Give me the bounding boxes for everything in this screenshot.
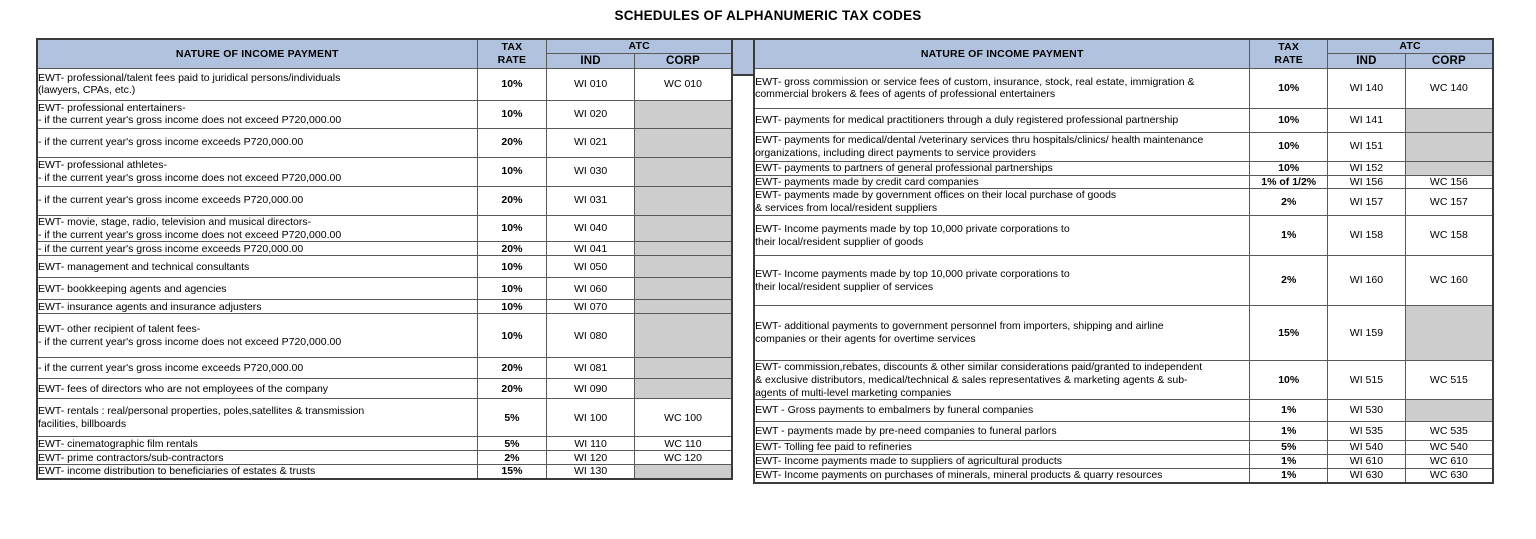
cell-atc-corp: WC 540 bbox=[1405, 441, 1493, 455]
nature-text-line: EWT- Income payments made to suppliers of agricultural products bbox=[755, 455, 1063, 468]
nature-text-line: - if the current year's gross income exceeds P720,000.00 bbox=[38, 242, 304, 255]
cell-tax-rate: 20% bbox=[477, 128, 547, 157]
cell-nature-of-income-payment bbox=[37, 278, 477, 300]
cell-nature-of-income-payment bbox=[37, 242, 477, 256]
cell-tax-rate: 5% bbox=[477, 437, 547, 451]
cell-nature-of-income-payment bbox=[754, 441, 1250, 455]
nature-text-line: EWT- fees of directors who are not employees of the company bbox=[38, 382, 329, 395]
cell-atc-ind: WI 151 bbox=[1328, 132, 1406, 161]
cell-nature-of-income-payment bbox=[37, 437, 477, 451]
cell-atc-corp-shaded bbox=[634, 300, 732, 314]
cell-atc-ind: WI 160 bbox=[1328, 256, 1406, 306]
table-row bbox=[37, 278, 732, 300]
left-table-head bbox=[37, 39, 732, 68]
schedules-tables-container bbox=[36, 38, 1494, 484]
cell-tax-rate: 1% of 1/2% bbox=[1250, 175, 1328, 189]
nature-text-line: EWT- payments made by government offices on their local purchase of goods bbox=[755, 189, 1117, 202]
nature-text-line: EWT- income distribution to beneficiaries of estates & trusts bbox=[38, 465, 316, 478]
nature-text-line: EWT- Income payments made by top 10,000 private corporations to bbox=[755, 222, 1070, 235]
cell-atc-corp: WC 010 bbox=[634, 68, 732, 100]
cell-nature-of-income-payment bbox=[754, 455, 1250, 469]
cell-nature-of-income-payment bbox=[37, 157, 477, 186]
left-header-row-1 bbox=[37, 39, 732, 53]
cell-atc-corp-shaded bbox=[634, 278, 732, 300]
cell-nature-of-income-payment bbox=[37, 451, 477, 465]
cell-atc-ind: WI 156 bbox=[1328, 175, 1406, 189]
cell-atc-corp-shaded bbox=[634, 128, 732, 157]
nature-text-line: organizations, including direct payments to service providers bbox=[755, 146, 1036, 159]
table-row bbox=[754, 108, 1493, 132]
table-row bbox=[754, 361, 1493, 400]
tax-rate-line-1: TAX bbox=[501, 41, 523, 54]
nature-text-line: & exclusive distributors, medical/technical & sales representatives & marketing agents & sub- bbox=[755, 373, 1188, 386]
cell-atc-corp: WC 630 bbox=[1405, 469, 1493, 483]
nature-text-line: EWT- professional entertainers- bbox=[38, 101, 186, 114]
cell-atc-corp: WC 120 bbox=[634, 451, 732, 465]
cell-nature-of-income-payment bbox=[37, 379, 477, 399]
right-col-header-ind: IND bbox=[1328, 53, 1406, 68]
nature-text-line: (lawyers, CPAs, etc.) bbox=[38, 84, 136, 97]
table-row bbox=[37, 242, 732, 256]
cell-tax-rate: 10% bbox=[477, 215, 547, 242]
cell-atc-corp-shaded bbox=[634, 465, 732, 479]
table-row bbox=[37, 215, 732, 242]
table-row bbox=[754, 175, 1493, 189]
cell-tax-rate: 10% bbox=[1250, 108, 1328, 132]
nature-text-line: EWT - Gross payments to embalmers by funeral companies bbox=[755, 404, 1034, 417]
cell-tax-rate: 10% bbox=[1250, 132, 1328, 161]
right-header-row-1 bbox=[754, 39, 1493, 53]
cell-atc-corp: WC 158 bbox=[1405, 216, 1493, 256]
cell-atc-ind: WI 535 bbox=[1328, 422, 1406, 441]
nature-text-line: - if the current year's gross income exceeds P720,000.00 bbox=[38, 362, 304, 374]
cell-atc-ind: WI 158 bbox=[1328, 216, 1406, 256]
cell-atc-ind: WI 030 bbox=[547, 157, 635, 186]
cell-atc-corp-shaded bbox=[634, 256, 732, 278]
tax-rate-line-2: RATE bbox=[497, 53, 527, 66]
cell-tax-rate: 10% bbox=[477, 157, 547, 186]
nature-text-line: EWT- payments to partners of general professional partnerships bbox=[755, 161, 1053, 174]
cell-atc-corp-shaded bbox=[634, 242, 732, 256]
nature-text-line: EWT- gross commission or service fees of custom, insurance, stock, real estate, immigration & bbox=[755, 75, 1195, 88]
cell-nature-of-income-payment bbox=[37, 100, 477, 128]
nature-text-line: EWT- management and technical consultants bbox=[38, 260, 250, 273]
cell-atc-corp-shaded bbox=[1405, 306, 1493, 361]
cell-tax-rate: 2% bbox=[1250, 189, 1328, 216]
table-row bbox=[37, 465, 732, 479]
page-title: SCHEDULES OF ALPHANUMERIC TAX CODES bbox=[614, 8, 922, 23]
table-row bbox=[37, 256, 732, 278]
cell-atc-corp-shaded bbox=[1405, 108, 1493, 132]
table-row bbox=[754, 441, 1493, 455]
nature-text-line: EWT- rentals : real/personal properties, poles,satellites & transmission bbox=[38, 405, 365, 418]
nature-text-line: EWT- payments made by credit card companies bbox=[755, 175, 979, 188]
table-row bbox=[754, 216, 1493, 256]
cell-nature-of-income-payment bbox=[754, 361, 1250, 400]
tax-rate-line-1: TAX bbox=[1278, 41, 1300, 54]
cell-atc-corp-shaded bbox=[1405, 400, 1493, 422]
cell-tax-rate: 1% bbox=[1250, 216, 1328, 256]
cell-atc-corp: WC 100 bbox=[634, 399, 732, 437]
tables-gap-spacer bbox=[733, 38, 753, 484]
table-row bbox=[754, 189, 1493, 216]
cell-atc-ind: WI 141 bbox=[1328, 108, 1406, 132]
nature-text-line: - if the current year's gross income does not exceed P720,000.00 bbox=[38, 114, 342, 127]
nature-text-line: - if the current year's gross income does not exceed P720,000.00 bbox=[38, 335, 342, 348]
cell-atc-ind: WI 040 bbox=[547, 215, 635, 242]
cell-atc-corp-shaded bbox=[1405, 161, 1493, 175]
cell-atc-corp-shaded bbox=[1405, 132, 1493, 161]
cell-tax-rate: 1% bbox=[1250, 400, 1328, 422]
table-row bbox=[754, 68, 1493, 108]
left-col-header-corp: CORP bbox=[634, 53, 732, 68]
right-table-head bbox=[754, 39, 1493, 68]
cell-nature-of-income-payment bbox=[754, 306, 1250, 361]
left-col-header-atc: ATC bbox=[547, 39, 732, 53]
cell-nature-of-income-payment bbox=[754, 400, 1250, 422]
table-row bbox=[37, 157, 732, 186]
left-col-header-tax-rate bbox=[477, 39, 547, 68]
cell-atc-corp: WC 156 bbox=[1405, 175, 1493, 189]
nature-text-line: - if the current year's gross income exceeds P720,000.00 bbox=[38, 136, 304, 149]
nature-text-line: their local/resident supplier of goods bbox=[755, 235, 924, 248]
cell-atc-ind: WI 090 bbox=[547, 379, 635, 399]
cell-nature-of-income-payment bbox=[754, 132, 1250, 161]
cell-nature-of-income-payment bbox=[37, 68, 477, 100]
cell-nature-of-income-payment bbox=[754, 108, 1250, 132]
left-col-header-nature: NATURE OF INCOME PAYMENT bbox=[37, 39, 477, 68]
nature-text-line: EWT- professional/talent fees paid to juridical persons/individuals bbox=[38, 71, 341, 84]
table-row bbox=[37, 186, 732, 215]
cell-atc-corp: WC 535 bbox=[1405, 422, 1493, 441]
cell-tax-rate: 1% bbox=[1250, 469, 1328, 483]
cell-atc-ind: WI 157 bbox=[1328, 189, 1406, 216]
nature-text-line: - if the current year's gross income does not exceed P720,000.00 bbox=[38, 228, 342, 241]
nature-text-line: agents of multi-level marketing companies bbox=[755, 386, 952, 399]
cell-atc-ind: WI 080 bbox=[547, 314, 635, 358]
cell-atc-corp: WC 140 bbox=[1405, 68, 1493, 108]
cell-atc-corp-shaded bbox=[634, 100, 732, 128]
cell-nature-of-income-payment bbox=[754, 422, 1250, 441]
cell-tax-rate: 10% bbox=[1250, 361, 1328, 400]
cell-atc-corp-shaded bbox=[634, 358, 732, 379]
cell-tax-rate: 20% bbox=[477, 379, 547, 399]
nature-text-line: EWT- movie, stage, radio, television and musical directors- bbox=[38, 215, 312, 228]
table-row bbox=[37, 314, 732, 358]
cell-nature-of-income-payment bbox=[754, 469, 1250, 483]
cell-nature-of-income-payment bbox=[754, 175, 1250, 189]
nature-text-line: commercial brokers & fees of agents of professional entertainers bbox=[755, 88, 1056, 101]
cell-atc-ind: WI 021 bbox=[547, 128, 635, 157]
nature-text-line: their local/resident supplier of services bbox=[755, 280, 934, 293]
cell-atc-ind: WI 031 bbox=[547, 186, 635, 215]
table-row bbox=[754, 306, 1493, 361]
nature-text-line: EWT- cinematographic film rentals bbox=[38, 437, 198, 450]
nature-text-line: EWT- Income payments on purchases of minerals, mineral products & quarry resources bbox=[755, 469, 1163, 482]
cell-atc-ind: WI 530 bbox=[1328, 400, 1406, 422]
cell-tax-rate: 1% bbox=[1250, 455, 1328, 469]
cell-nature-of-income-payment bbox=[37, 256, 477, 278]
cell-tax-rate: 20% bbox=[477, 186, 547, 215]
table-row bbox=[754, 256, 1493, 306]
cell-atc-ind: WI 060 bbox=[547, 278, 635, 300]
cell-atc-corp-shaded bbox=[634, 215, 732, 242]
table-row bbox=[37, 399, 732, 437]
table-row bbox=[754, 469, 1493, 483]
cell-atc-corp: WC 515 bbox=[1405, 361, 1493, 400]
cell-tax-rate: 10% bbox=[477, 68, 547, 100]
nature-text-line: EWT- insurance agents and insurance adjusters bbox=[38, 300, 262, 313]
table-row bbox=[754, 132, 1493, 161]
right-col-header-atc: ATC bbox=[1328, 39, 1493, 53]
nature-text-line: - if the current year's gross income does not exceed P720,000.00 bbox=[38, 171, 342, 184]
cell-atc-corp: WC 160 bbox=[1405, 256, 1493, 306]
cell-atc-ind: WI 610 bbox=[1328, 455, 1406, 469]
cell-nature-of-income-payment bbox=[37, 215, 477, 242]
cell-atc-corp: WC 157 bbox=[1405, 189, 1493, 216]
cell-nature-of-income-payment bbox=[37, 314, 477, 358]
cell-nature-of-income-payment bbox=[37, 128, 477, 157]
cell-atc-ind: WI 159 bbox=[1328, 306, 1406, 361]
cell-tax-rate: 10% bbox=[1250, 161, 1328, 175]
tables-gap-header-fill bbox=[733, 38, 753, 76]
nature-text-line: EWT- commission,rebates, discounts & other similar considerations paid/granted to independent bbox=[755, 361, 1203, 373]
left-table-body bbox=[37, 68, 732, 479]
cell-tax-rate: 5% bbox=[1250, 441, 1328, 455]
nature-text-line: & services from local/resident suppliers bbox=[755, 202, 938, 215]
cell-tax-rate: 2% bbox=[477, 451, 547, 465]
cell-tax-rate: 20% bbox=[477, 242, 547, 256]
right-col-header-tax-rate bbox=[1250, 39, 1328, 68]
cell-nature-of-income-payment bbox=[754, 216, 1250, 256]
cell-atc-corp-shaded bbox=[634, 157, 732, 186]
table-row bbox=[37, 437, 732, 451]
nature-text-line: EWT - payments made by pre-need companies to funeral parlors bbox=[755, 424, 1057, 437]
table-row bbox=[754, 400, 1493, 422]
cell-tax-rate: 2% bbox=[1250, 256, 1328, 306]
cell-atc-ind: WI 020 bbox=[547, 100, 635, 128]
nature-text-line: EWT- other recipient of talent fees- bbox=[38, 323, 201, 336]
table-row bbox=[754, 422, 1493, 441]
table-row bbox=[37, 128, 732, 157]
cell-atc-ind: WI 100 bbox=[547, 399, 635, 437]
cell-nature-of-income-payment bbox=[37, 399, 477, 437]
cell-tax-rate: 15% bbox=[477, 465, 547, 479]
cell-atc-corp: WC 610 bbox=[1405, 455, 1493, 469]
cell-nature-of-income-payment bbox=[37, 465, 477, 479]
table-row bbox=[37, 68, 732, 100]
cell-atc-ind: WI 070 bbox=[547, 300, 635, 314]
cell-tax-rate: 5% bbox=[477, 399, 547, 437]
cell-tax-rate: 10% bbox=[477, 100, 547, 128]
tax-rate-line-2: RATE bbox=[1274, 53, 1304, 66]
cell-atc-ind: WI 152 bbox=[1328, 161, 1406, 175]
cell-atc-ind: WI 630 bbox=[1328, 469, 1406, 483]
cell-atc-ind: WI 515 bbox=[1328, 361, 1406, 400]
cell-atc-ind: WI 540 bbox=[1328, 441, 1406, 455]
right-col-header-nature: NATURE OF INCOME PAYMENT bbox=[754, 39, 1250, 68]
nature-text-line: - if the current year's gross income exceeds P720,000.00 bbox=[38, 194, 304, 207]
cell-tax-rate: 10% bbox=[477, 278, 547, 300]
cell-atc-ind: WI 120 bbox=[547, 451, 635, 465]
cell-atc-ind: WI 110 bbox=[547, 437, 635, 451]
cell-nature-of-income-payment bbox=[754, 256, 1250, 306]
right-tax-code-table bbox=[753, 38, 1494, 484]
cell-atc-corp-shaded bbox=[634, 186, 732, 215]
table-row bbox=[37, 451, 732, 465]
left-tax-code-table bbox=[36, 38, 733, 480]
right-col-header-corp: CORP bbox=[1405, 53, 1493, 68]
right-table-body bbox=[754, 68, 1493, 483]
cell-atc-ind: WI 041 bbox=[547, 242, 635, 256]
cell-tax-rate: 10% bbox=[477, 314, 547, 358]
cell-atc-ind: WI 010 bbox=[547, 68, 635, 100]
left-col-header-ind: IND bbox=[547, 53, 635, 68]
cell-atc-corp: WC 110 bbox=[634, 437, 732, 451]
nature-text-line: EWT- Tolling fee paid to refineries bbox=[755, 441, 912, 454]
cell-nature-of-income-payment bbox=[37, 358, 477, 379]
nature-text-line: EWT- professional athletes- bbox=[38, 159, 167, 172]
cell-tax-rate: 15% bbox=[1250, 306, 1328, 361]
cell-nature-of-income-payment bbox=[754, 161, 1250, 175]
cell-tax-rate: 1% bbox=[1250, 422, 1328, 441]
cell-nature-of-income-payment bbox=[754, 189, 1250, 216]
cell-tax-rate: 10% bbox=[477, 256, 547, 278]
cell-atc-ind: WI 140 bbox=[1328, 68, 1406, 108]
nature-text-line: EWT- payments for medical/dental /veterinary services thru hospitals/clinics/ health maintenance bbox=[755, 134, 1204, 147]
table-row bbox=[37, 358, 732, 379]
cell-atc-corp-shaded bbox=[634, 379, 732, 399]
nature-text-line: EWT- Income payments made by top 10,000 private corporations to bbox=[755, 267, 1070, 280]
nature-text-line: facilities, billboards bbox=[38, 417, 127, 430]
cell-atc-ind: WI 081 bbox=[547, 358, 635, 379]
nature-text-line: companies or their agents for overtime services bbox=[755, 333, 976, 345]
table-row bbox=[754, 455, 1493, 469]
cell-tax-rate: 10% bbox=[1250, 68, 1328, 108]
cell-nature-of-income-payment bbox=[37, 186, 477, 215]
cell-atc-corp-shaded bbox=[634, 314, 732, 358]
table-row bbox=[754, 161, 1493, 175]
table-row bbox=[37, 300, 732, 314]
cell-tax-rate: 10% bbox=[477, 300, 547, 314]
table-row bbox=[37, 379, 732, 399]
cell-atc-ind: WI 050 bbox=[547, 256, 635, 278]
nature-text-line: EWT- prime contractors/sub-contractors bbox=[38, 451, 224, 464]
cell-tax-rate: 20% bbox=[477, 358, 547, 379]
cell-atc-ind: WI 130 bbox=[547, 465, 635, 479]
nature-text-line: EWT- bookkeeping agents and agencies bbox=[38, 282, 227, 295]
nature-text-line: EWT- payments for medical practitioners through a duly registered professional partnership bbox=[755, 113, 1179, 126]
table-row bbox=[37, 100, 732, 128]
cell-nature-of-income-payment bbox=[37, 300, 477, 314]
nature-text-line: EWT- additional payments to government personnel from importers, shipping and airline bbox=[755, 320, 1164, 333]
cell-nature-of-income-payment bbox=[754, 68, 1250, 108]
